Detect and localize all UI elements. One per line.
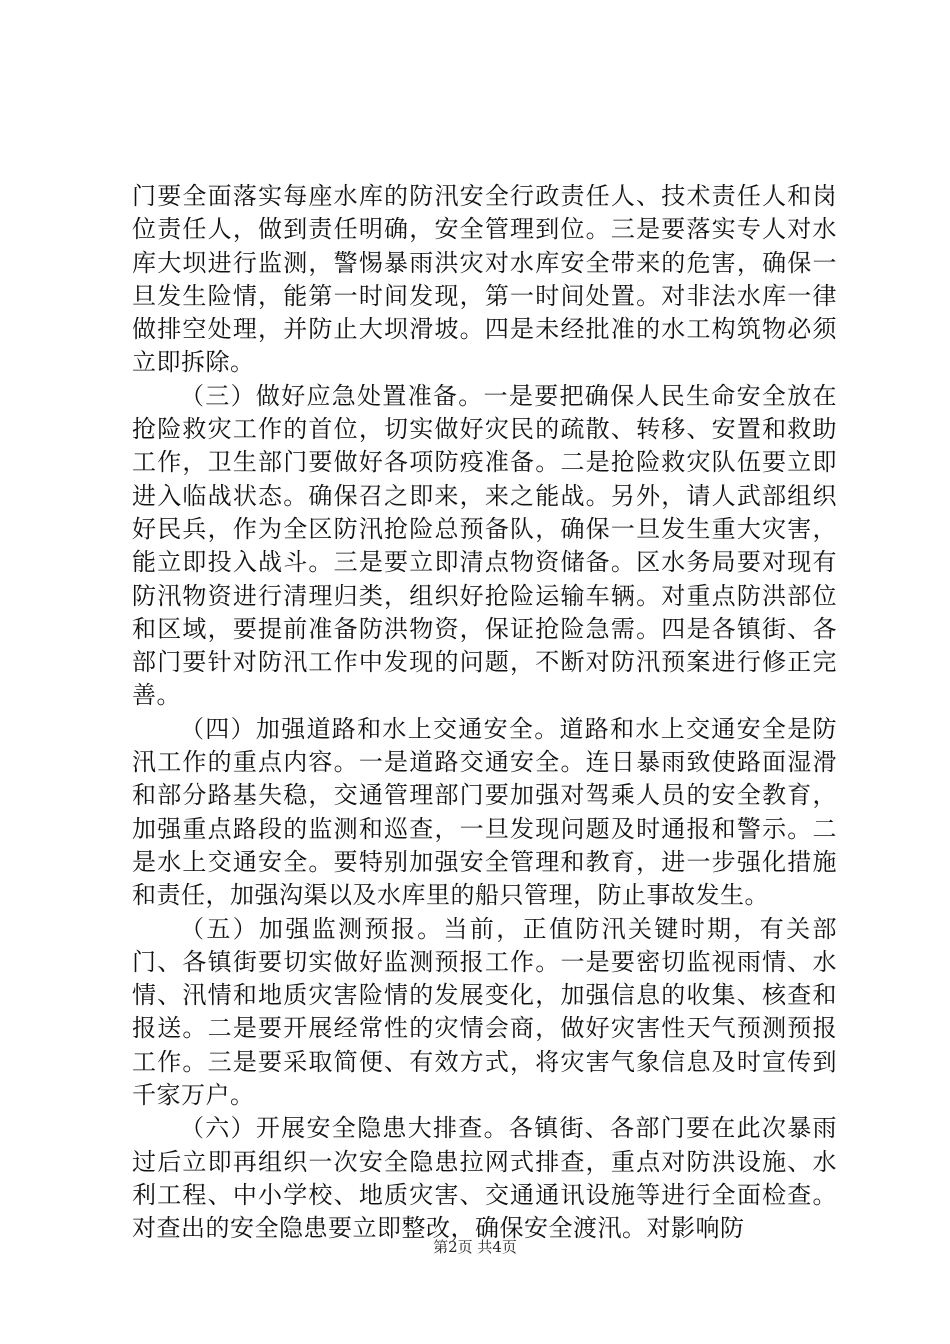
paragraph-emergency-preparation: （三）做好应急处置准备。一是要把确保人民生命安全放在抢险救灾工作的首位，切实做好灾民的疏散、转移、安置和救助工作，卫生部门要做好各项防疫准备。二是抢险救灾队伍要立即进入临战状态。确保召之即来，来之能战。另外，请人武部组织好民兵，作为全区防汛抢险总预备队，确保一旦发生重大灾害，能立即投入战斗。三是要立即清点物资储备。区水务局要对现有防汛物资进行清理归类，组织好抢险运输车辆。对重点防洪部位和区域，要提前准备防洪物资，保证抢险急需。四是各镇街、各部门要针对防汛工作中发现的问题，不断对防汛预案进行修正完善。 (132, 381, 837, 710)
paragraph-monitoring-forecast: （五）加强监测预报。当前，正值防汛关键时期，有关部门、各镇街要切实做好监测预报工作。一是要密切监视雨情、水情、汛情和地质灾害险情的发展变化，加强信息的收集、核查和报送。二是要开展经常性的灾情会商，做好灾害性天气预测预报工作。三是要采取简便、有效方式，将灾害气象信息及时宣传到千家万户。 (132, 914, 837, 1110)
paragraph-hazard-inspection: （六）开展安全隐患大排查。各镇街、各部门要在此次暴雨过后立即再组织一次安全隐患拉网式排查，重点对防洪设施、水利工程、中小学校、地质灾害、交通通讯设施等进行全面检查。对查出的安全隐患要立即整改，确保安全渡汛。对影响防 (132, 1114, 837, 1243)
document-body (132, 180, 837, 1246)
paragraph-traffic-safety: （四）加强道路和水上交通安全。道路和水上交通安全是防汛工作的重点内容。一是道路交通安全。连日暴雨致使路面湿滑和部分路基失稳，交通管理部门要加强对驾乘人员的安全教育，加强重点路段的监测和巡查，一旦发现问题及时通报和警示。二是水上交通安全。要特别加强安全管理和教育，进一步强化措施和责任，加强沟渠以及水库里的船只管理，防止事故发生。 (132, 714, 837, 910)
page-number-footer: 第2页 共4页 (433, 1238, 517, 1256)
paragraph-continuation: 门要全面落实每座水库的防汛安全行政责任人、技术责任人和岗位责任人，做到责任明确，安全管理到位。三是要落实专人对水库大坝进行监测，警惕暴雨洪灾对水库安全带来的危害，确保一旦发生险情，能第一时间发现，第一时间处置。对非法水库一律做排空处理，并防止大坝滑坡。四是未经批准的水工构筑物必须立即拆除。 (132, 182, 837, 377)
